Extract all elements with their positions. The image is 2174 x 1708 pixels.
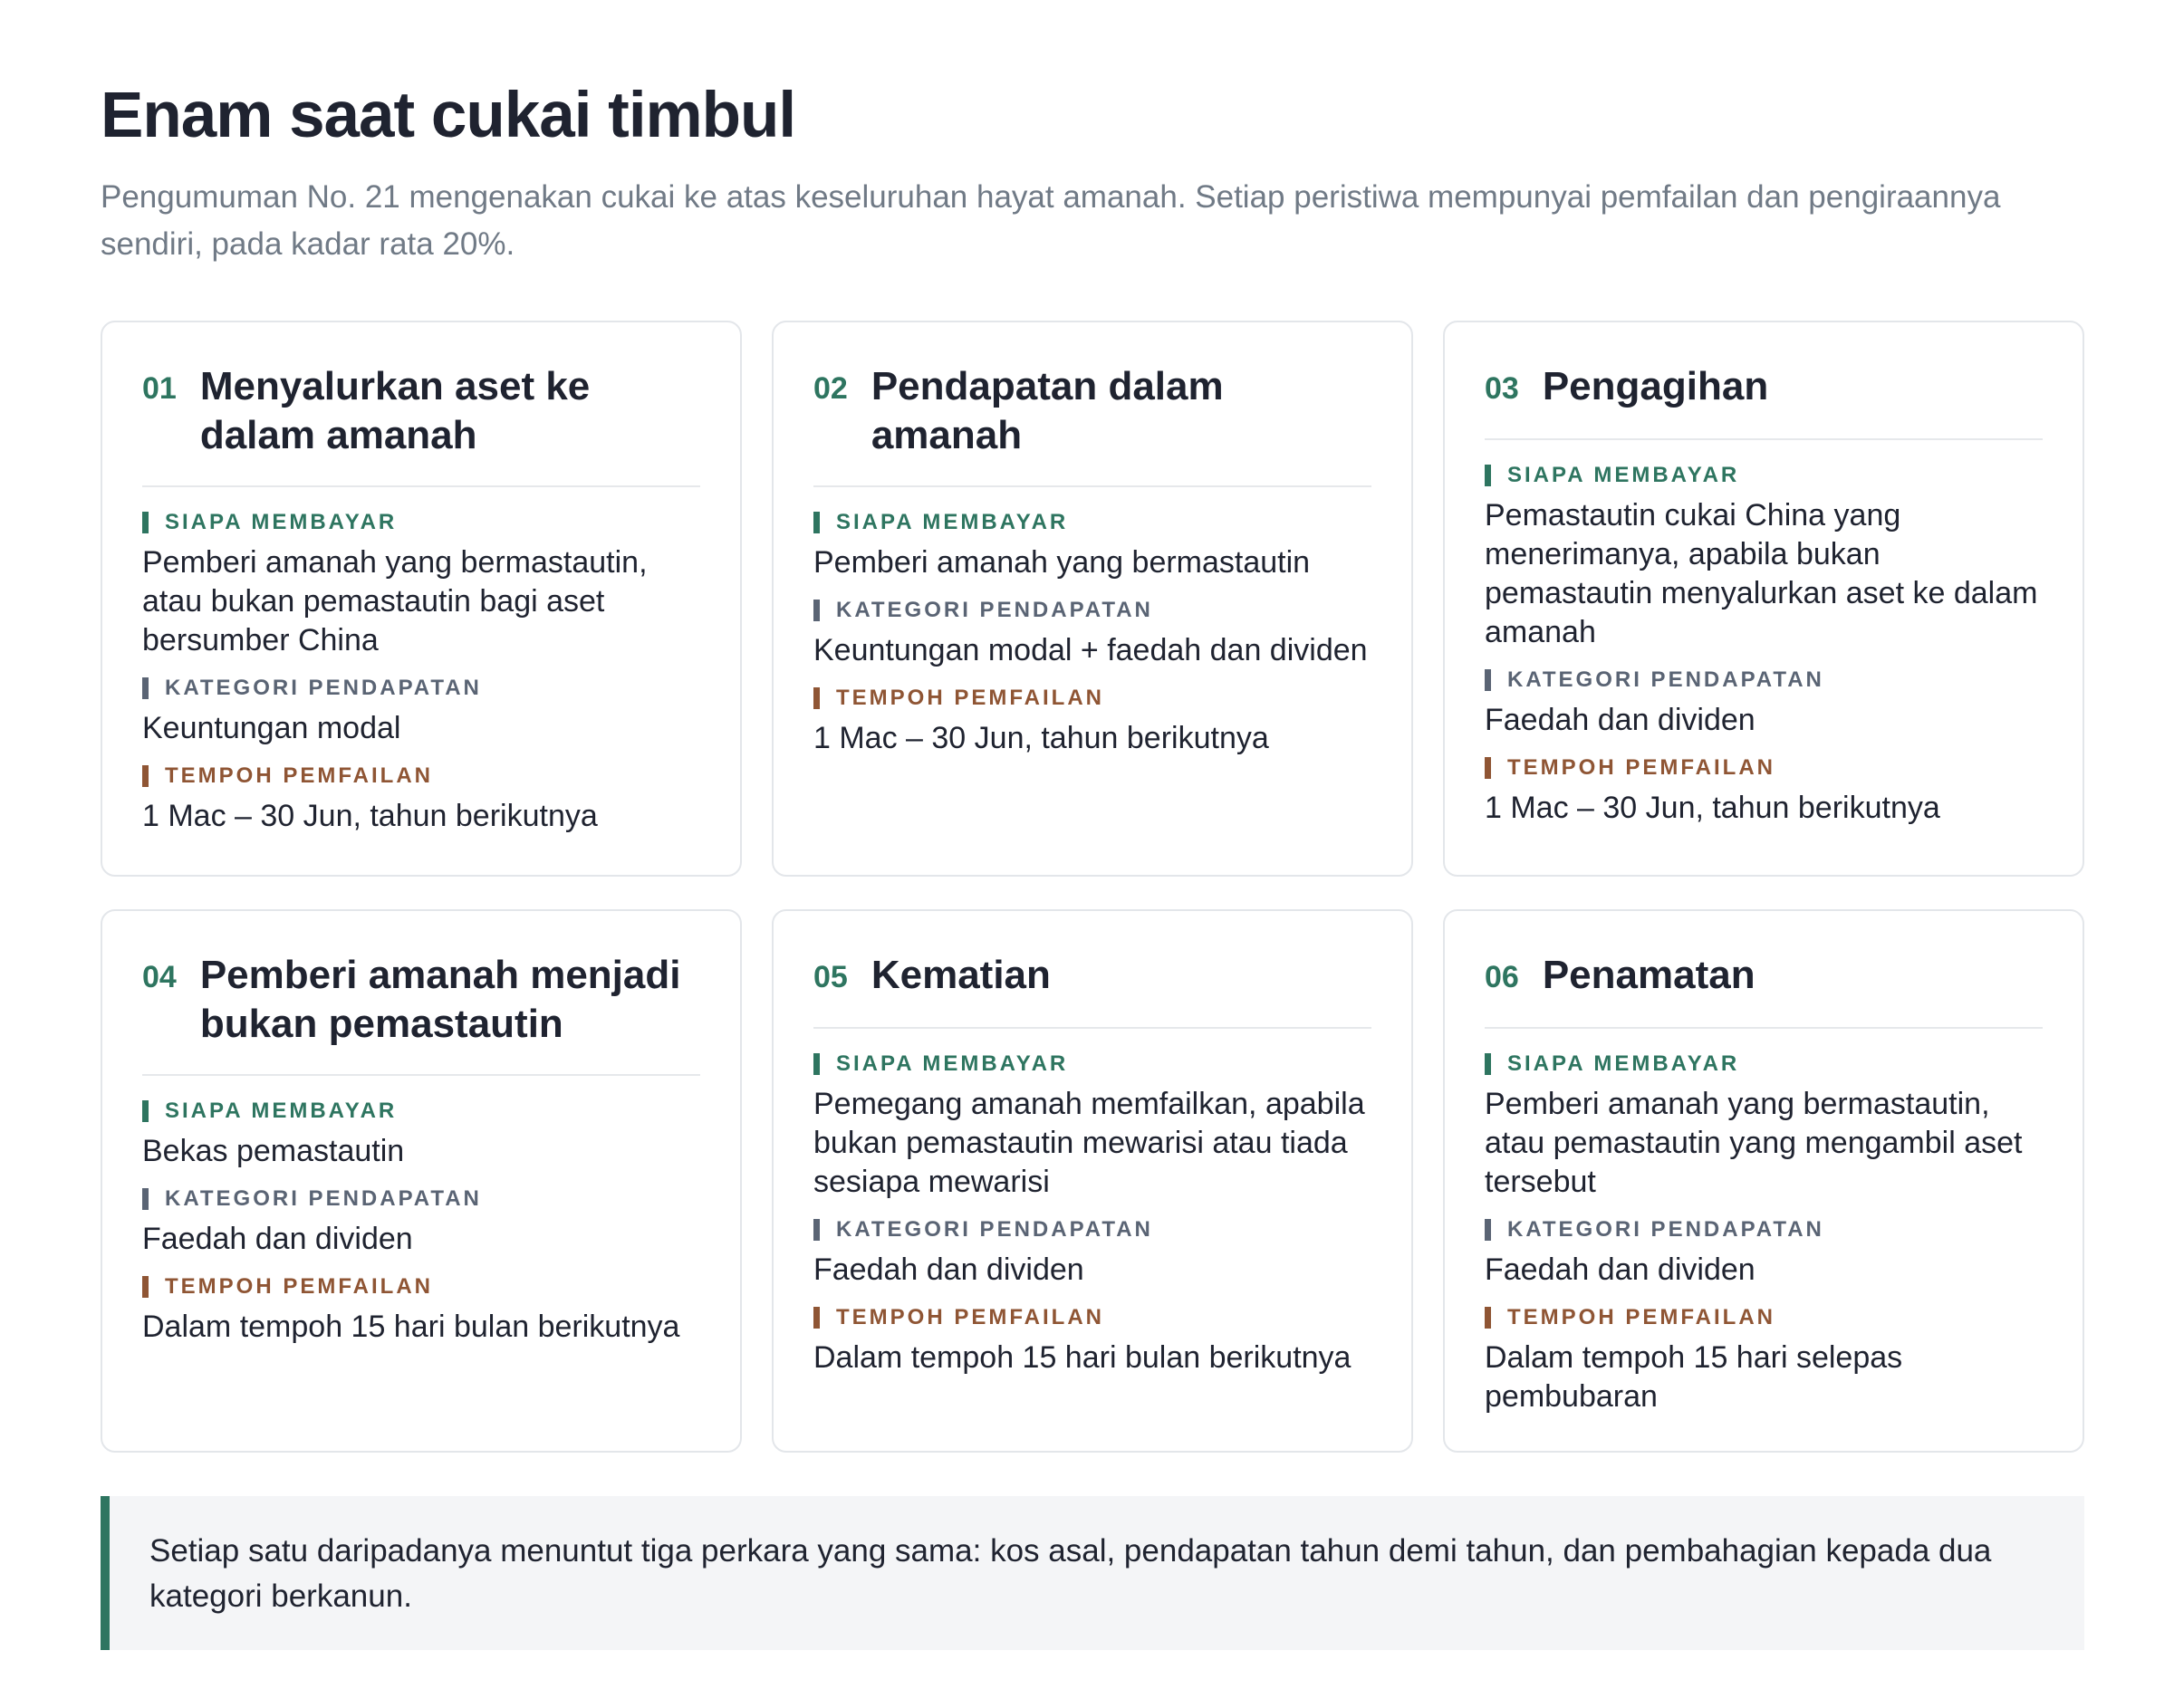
card-number: 02: [813, 371, 848, 406]
filing-period-field: [1485, 754, 2043, 828]
label-text: KATEGORI PENDAPATAN: [836, 598, 1153, 622]
label-bar: [813, 687, 820, 709]
income-category-value: Keuntungan modal + faedah dan dividen: [813, 633, 1368, 667]
card-title: Pengagihan: [1542, 364, 1769, 408]
label-text: KATEGORI PENDAPATAN: [165, 676, 482, 700]
callout-text: Setiap satu daripadanya menuntut tiga perkara yang sama: kos asal, pendapatan tahun demi tahun, dan pembahagian kepada dua kategori berkanun.: [149, 1533, 1992, 1614]
label-text: KATEGORI PENDAPATAN: [1507, 1217, 1824, 1242]
who-pays-label: [813, 509, 1371, 536]
label-text: TEMPOH PEMFAILAN: [836, 686, 1105, 710]
who-pays-field: [813, 509, 1371, 582]
card-title: Penamatan: [1542, 953, 1756, 997]
event-card-2: [772, 321, 1413, 877]
label-text: SIAPA MEMBAYAR: [165, 510, 398, 534]
event-card-5: [772, 909, 1413, 1453]
income-category-field: [813, 597, 1371, 670]
label-text: TEMPOH PEMFAILAN: [836, 1305, 1105, 1329]
income-category-label: [142, 1185, 700, 1213]
card-title: Kematian: [871, 953, 1051, 997]
income-category-field: [142, 1185, 700, 1259]
income-category-value: Faedah dan dividen: [1485, 703, 1756, 737]
label-bar: [142, 1276, 149, 1298]
card-number: 01: [142, 371, 177, 406]
who-pays-value: Pemberi amanah yang bermastautin, atau bukan pemastautin bagi aset bersumber China: [142, 545, 648, 657]
label-bar: [1485, 757, 1491, 779]
filing-period-field: [813, 1304, 1371, 1377]
filing-period-field: [1485, 1304, 2043, 1416]
label-bar: [813, 1307, 820, 1329]
who-pays-field: [813, 1051, 1371, 1202]
filing-period-value: Dalam tempoh 15 hari selepas pembubaran: [1485, 1340, 1903, 1414]
label-text: TEMPOH PEMFAILAN: [1507, 1305, 1776, 1329]
summary-callout: [101, 1496, 2084, 1650]
who-pays-label: [142, 1098, 700, 1125]
label-text: SIAPA MEMBAYAR: [165, 1099, 398, 1123]
who-pays-label: [1485, 1051, 2043, 1078]
label-text: SIAPA MEMBAYAR: [1507, 463, 1740, 487]
who-pays-field: [142, 509, 700, 660]
card-number: 03: [1485, 371, 1519, 406]
income-category-value: Faedah dan dividen: [1485, 1252, 1756, 1287]
label-bar: [142, 512, 149, 533]
income-category-label: [813, 597, 1371, 624]
income-category-value: Faedah dan dividen: [813, 1252, 1084, 1287]
filing-period-value: Dalam tempoh 15 hari bulan berikutnya: [142, 1310, 680, 1344]
income-category-value: Keuntungan modal: [142, 711, 401, 745]
event-card-6: [1443, 909, 2084, 1453]
label-text: KATEGORI PENDAPATAN: [836, 1217, 1153, 1242]
card-number: 05: [813, 960, 848, 994]
card-number: 06: [1485, 960, 1519, 994]
label-bar: [142, 677, 149, 699]
card-number: 04: [142, 960, 177, 994]
label-text: TEMPOH PEMFAILAN: [165, 763, 434, 788]
label-bar: [1485, 1219, 1491, 1241]
who-pays-value: Pemberi amanah yang bermastautin: [813, 545, 1311, 580]
who-pays-value: Pemberi amanah yang bermastautin, atau pemastautin yang mengambil aset tersebut: [1485, 1087, 2023, 1199]
event-card-3: [1443, 321, 2084, 877]
income-category-field: [1485, 1216, 2043, 1290]
card-header: [813, 362, 1371, 487]
filing-period-value: 1 Mac – 30 Jun, tahun berikutnya: [813, 721, 1269, 755]
page-title: Enam saat cukai timbul: [101, 80, 796, 151]
filing-period-label: [1485, 754, 2043, 782]
label-bar: [813, 1053, 820, 1075]
label-text: KATEGORI PENDAPATAN: [1507, 667, 1824, 692]
label-bar: [813, 512, 820, 533]
events-grid: [101, 321, 2084, 1453]
who-pays-label: [142, 509, 700, 536]
filing-period-value: 1 Mac – 30 Jun, tahun berikutnya: [1485, 791, 1940, 825]
event-card-4: [101, 909, 742, 1453]
filing-period-value: 1 Mac – 30 Jun, tahun berikutnya: [142, 799, 598, 833]
who-pays-label: [813, 1051, 1371, 1078]
filing-period-label: [813, 685, 1371, 712]
income-category-field: [813, 1216, 1371, 1290]
label-text: SIAPA MEMBAYAR: [836, 1051, 1069, 1076]
filing-period-field: [142, 763, 700, 836]
income-category-value: Faedah dan dividen: [142, 1222, 413, 1256]
label-bar: [813, 600, 820, 621]
label-bar: [813, 1219, 820, 1241]
page: [101, 80, 2084, 1614]
label-bar: [142, 765, 149, 787]
filing-period-field: [142, 1273, 700, 1347]
filing-period-field: [813, 685, 1371, 758]
card-header: [813, 951, 1371, 1029]
who-pays-field: [1485, 462, 2043, 652]
label-text: SIAPA MEMBAYAR: [1507, 1051, 1740, 1076]
label-text: SIAPA MEMBAYAR: [836, 510, 1069, 534]
card-title: Pemberi amanah menjadi bukan pemastautin: [199, 953, 681, 1046]
label-bar: [1485, 465, 1491, 486]
who-pays-value: Bekas pemastautin: [142, 1134, 405, 1168]
income-category-label: [142, 675, 700, 702]
income-category-label: [1485, 667, 2043, 694]
filing-period-label: [142, 763, 700, 790]
label-bar: [142, 1188, 149, 1210]
page-subtitle: Pengumuman No. 21 mengenakan cukai ke atas keseluruhan hayat amanah. Setiap peristiwa mempunyai pemfailan dan pengiraannya sendiri, pada kadar rata 20%.: [101, 179, 2001, 262]
card-title: Pendapatan dalam amanah: [871, 364, 1224, 457]
card-title: Menyalurkan aset ke dalam amanah: [199, 364, 591, 457]
income-category-field: [1485, 667, 2043, 740]
card-header: [1485, 362, 2043, 440]
event-card-1: [101, 321, 742, 877]
label-bar: [1485, 1307, 1491, 1329]
label-bar: [1485, 669, 1491, 691]
card-header: [142, 951, 700, 1076]
label-text: TEMPOH PEMFAILAN: [165, 1274, 434, 1299]
filing-period-label: [142, 1273, 700, 1300]
label-bar: [142, 1100, 149, 1122]
label-text: KATEGORI PENDAPATAN: [165, 1186, 482, 1211]
who-pays-value: Pemastautin cukai China yang menerimanya, apabila bukan pemastautin menyalurkan aset ke dalam amanah: [1485, 498, 2038, 649]
card-header: [142, 362, 700, 487]
filing-period-label: [813, 1304, 1371, 1331]
who-pays-label: [1485, 462, 2043, 489]
who-pays-field: [142, 1098, 700, 1171]
label-text: TEMPOH PEMFAILAN: [1507, 755, 1776, 780]
filing-period-value: Dalam tempoh 15 hari bulan berikutnya: [813, 1340, 1352, 1375]
filing-period-label: [1485, 1304, 2043, 1331]
income-category-field: [142, 675, 700, 748]
card-header: [1485, 951, 2043, 1029]
label-bar: [1485, 1053, 1491, 1075]
who-pays-field: [1485, 1051, 2043, 1202]
income-category-label: [813, 1216, 1371, 1243]
who-pays-value: Pemegang amanah memfailkan, apabila bukan pemastautin mewarisi atau tiada sesiapa mewarisi: [813, 1087, 1365, 1199]
income-category-label: [1485, 1216, 2043, 1243]
